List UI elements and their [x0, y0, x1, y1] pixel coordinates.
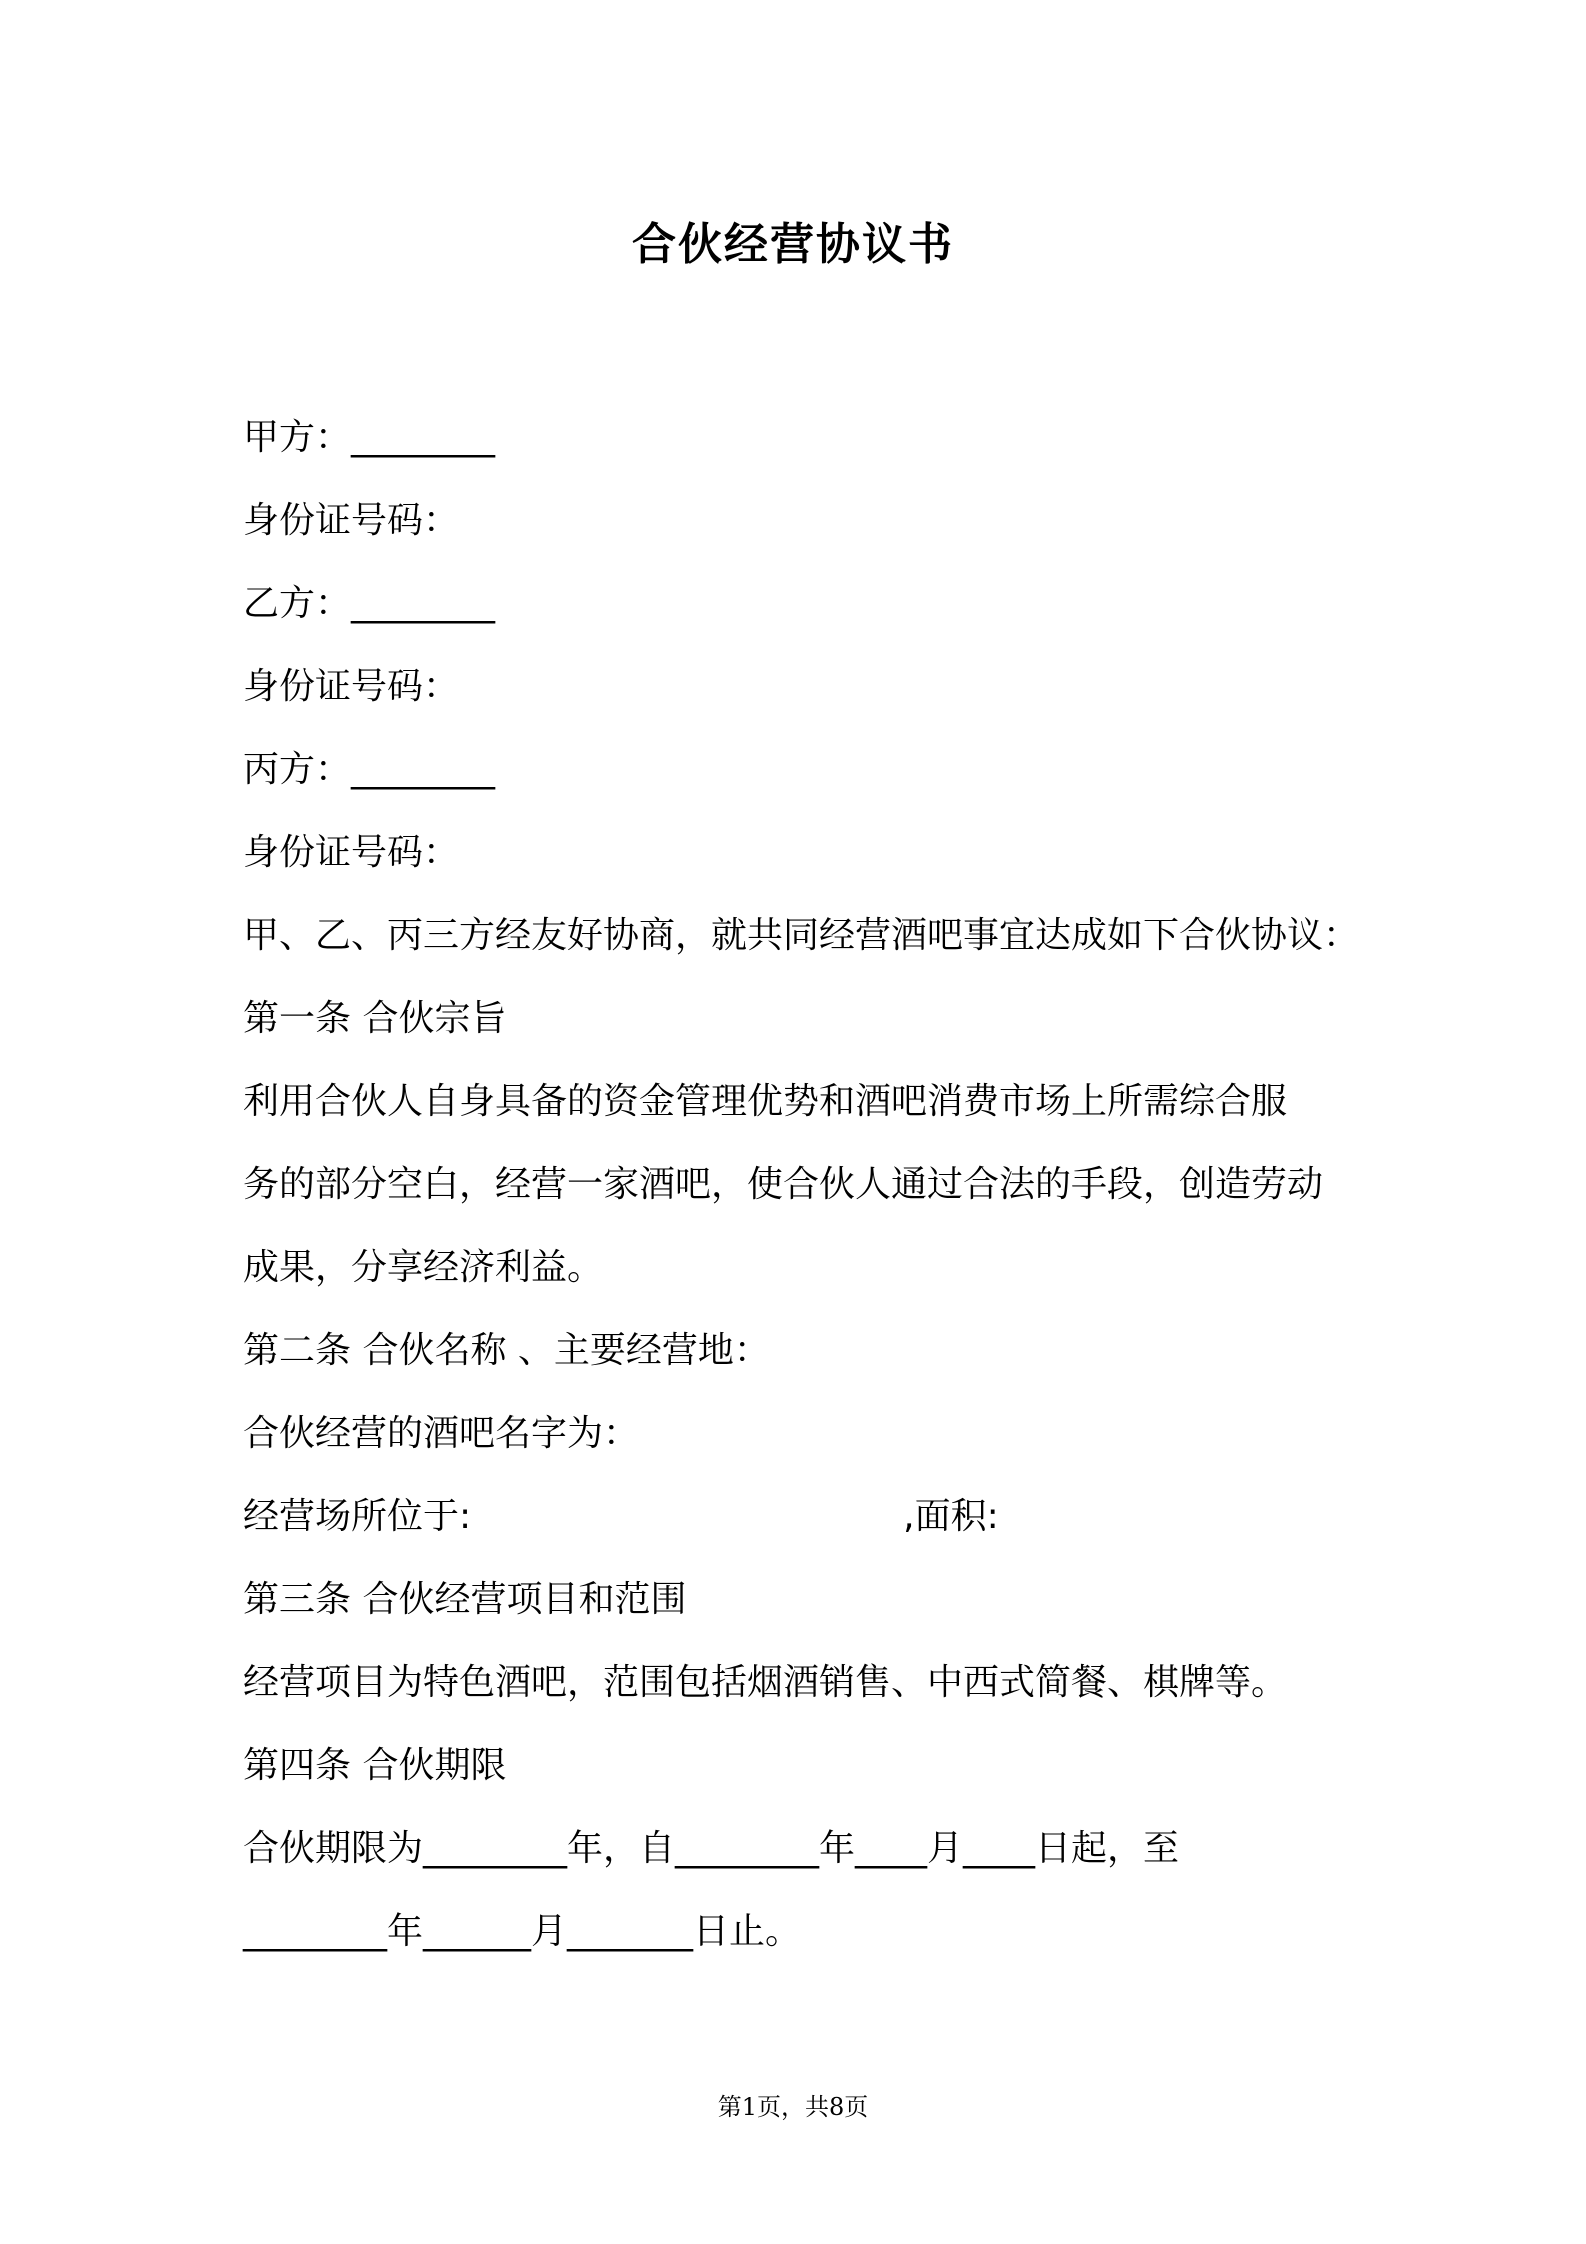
article-1-heading: 第一条 合伙宗旨	[243, 998, 507, 1039]
article-1-text-line-2: 务的部分空白，经营一家酒吧，使合伙人通过合法的手段，创造劳动	[243, 1164, 1324, 1205]
article-1-text-line-3: 成果，分享经济利益。	[243, 1247, 604, 1288]
article-4-text-line-1: 合伙期限为________年，自________年____月____日起，至	[243, 1828, 1180, 1869]
article-4-text-line-2: ________年______月_______日止。	[243, 1911, 802, 1952]
article-2-heading: 第二条 合伙名称 、主要经营地：	[243, 1330, 770, 1371]
article-3-text: 经营项目为特色酒吧，范围包括烟酒销售、中西式简餐、棋牌等。	[243, 1662, 1288, 1703]
document-title: 合伙经营协议书	[632, 219, 954, 270]
agreement-intro: 甲、乙、丙三方经友好协商，就共同经营酒吧事宜达成如下合伙协议：	[243, 915, 1360, 956]
party-c-id-line: 身份证号码：	[243, 832, 460, 873]
party-b-id-line: 身份证号码：	[243, 666, 460, 707]
article-1-text-line-1: 利用合伙人自身具备的资金管理优势和酒吧消费市场上所需综合服	[243, 1081, 1288, 1122]
location-label: 经营场所位于:	[243, 1496, 472, 1537]
party-b-line: 乙方：________	[243, 583, 496, 624]
party-a-id-line: 身份证号码：	[243, 500, 460, 541]
article-4-heading: 第四条 合伙期限	[243, 1745, 507, 1786]
location-line	[243, 1489, 999, 1545]
party-a-line: 甲方：________	[243, 417, 496, 458]
bar-name-line: 合伙经营的酒吧名字为：	[243, 1413, 640, 1454]
page-footer: 第1页，共8页	[717, 2093, 869, 2121]
party-c-line: 丙方：________	[243, 749, 496, 790]
article-3-heading: 第三条 合伙经营项目和范围	[243, 1579, 687, 1620]
area-label: ,面积:	[903, 1496, 999, 1537]
